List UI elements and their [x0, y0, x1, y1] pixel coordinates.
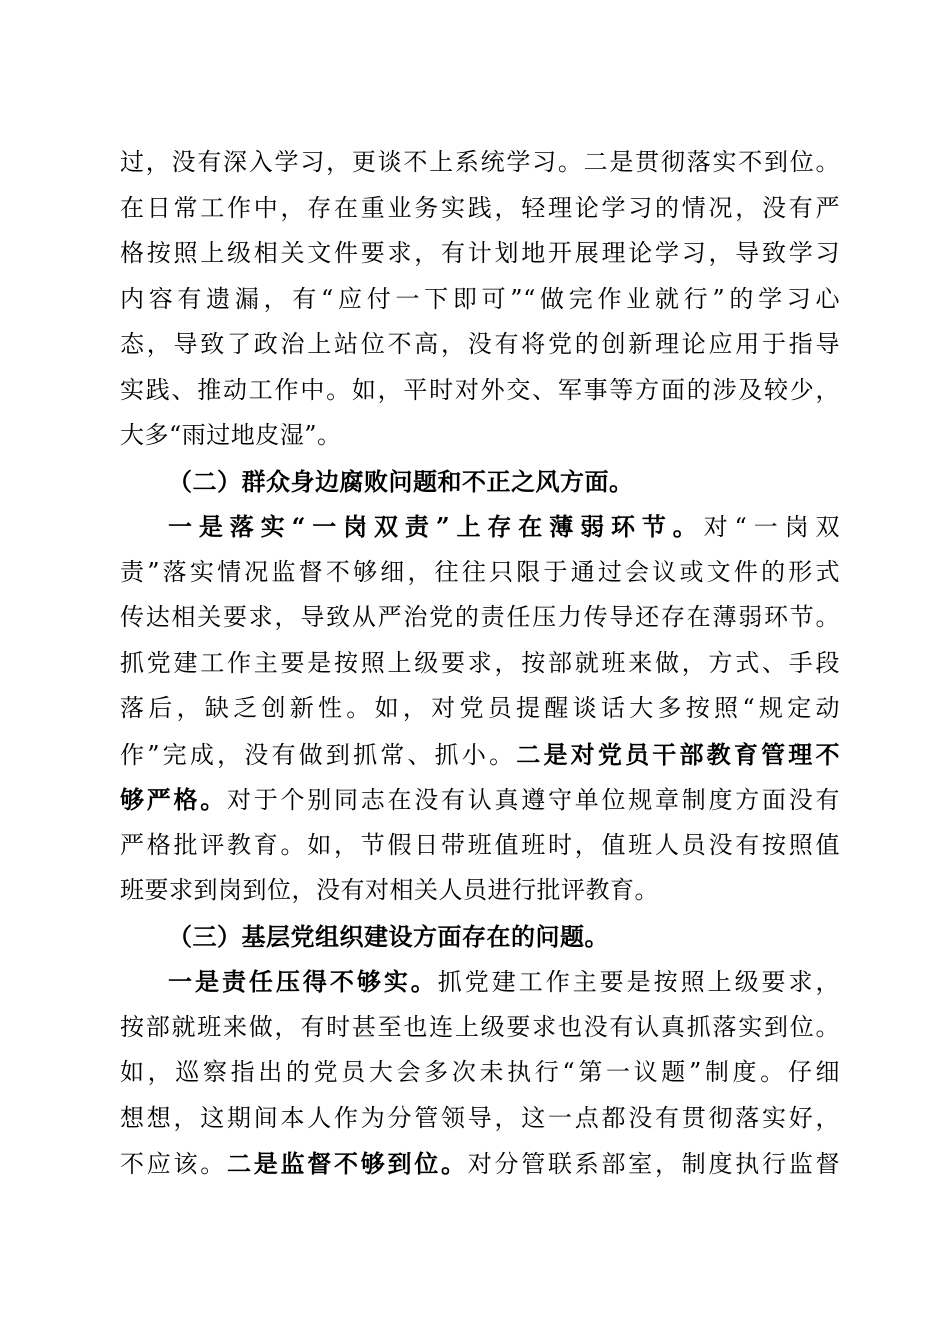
lead-sentence: 二是监督不够到位。: [227, 1149, 468, 1178]
text-line: 落后，缺乏创新性。如，对党员提醒谈话大多按照“规定动: [120, 694, 840, 722]
text-line: [120, 959, 840, 1005]
text-line: 严格批评教育。如，节假日带班值班时，值班人员没有按照值: [120, 830, 840, 859]
text-span: 抓党建工作主要是按照上级要求，: [437, 968, 841, 996]
text-span: 对于个别同志在没有认真遵守单位规章制度方面没有: [227, 786, 840, 814]
lead-sentence: 一是落实“一岗双责”上存在薄弱环节。: [168, 512, 704, 541]
text-span: 不应该。: [120, 1150, 227, 1178]
text-span: 对分管联系部室，制度执行监督: [467, 1150, 840, 1178]
text-line: 传达相关要求，导致从严治党的责任压力传导还存在薄弱环节。: [120, 603, 840, 631]
text-span: 对“一岗双: [703, 513, 840, 541]
text-line: 责”落实情况监督不够细，往往只限于通过会议或文件的形式: [120, 557, 840, 586]
text-line: 过，没有深入学习，更谈不上系统学习。二是贯彻落实不到位。: [120, 148, 840, 176]
text-line: [120, 777, 840, 823]
text-line: 内容有遗漏，有“应付一下即可”“做完作业就行”的学习心: [120, 284, 840, 313]
text-line: 态，导致了政治上站位不高，没有将党的创新理论应用于指导: [120, 330, 840, 358]
text-line: [120, 732, 840, 778]
text-line: 实践、推动工作中。如，平时对外交、军事等方面的涉及较少，: [120, 375, 840, 404]
lead-sentence: 一是责任压得不够实。: [168, 967, 438, 996]
text-line: 格按照上级相关文件要求，有计划地开展理论学习，导致学习: [120, 239, 840, 267]
text-line: 在日常工作中，存在重业务实践，轻理论学习的情况，没有严: [120, 193, 840, 222]
text-span: 作”完成，没有做到抓常、抓小。: [120, 740, 517, 769]
text-line: [120, 504, 840, 550]
text-line: 想想，这期间本人作为分管领导，这一点都没有贯彻落实好，: [120, 1103, 840, 1132]
text-line: 抓党建工作主要是按照上级要求，按部就班来做，方式、手段: [120, 648, 840, 677]
text-line: 班要求到岗到位，没有对相关人员进行批评教育。: [120, 876, 659, 904]
text-line: 如，巡察指出的党员大会多次未执行“第一议题”制度。仔细: [120, 1058, 840, 1086]
lead-sentence: 二是对党员干部教育管理不: [516, 739, 840, 769]
section-heading: （二）群众身边腐败问题和不正之风方面。: [168, 466, 634, 496]
text-line: 按部就班来做，有时甚至也连上级要求也没有认真抓落实到位。: [120, 1012, 840, 1041]
document-body: [120, 140, 840, 1187]
section-heading: （三）基层党组织建设方面存在的问题。: [168, 921, 609, 951]
text-line: 大多“雨过地皮湿”。: [120, 421, 342, 449]
text-line: [120, 1141, 840, 1187]
lead-sentence: 够严格。: [120, 785, 227, 814]
